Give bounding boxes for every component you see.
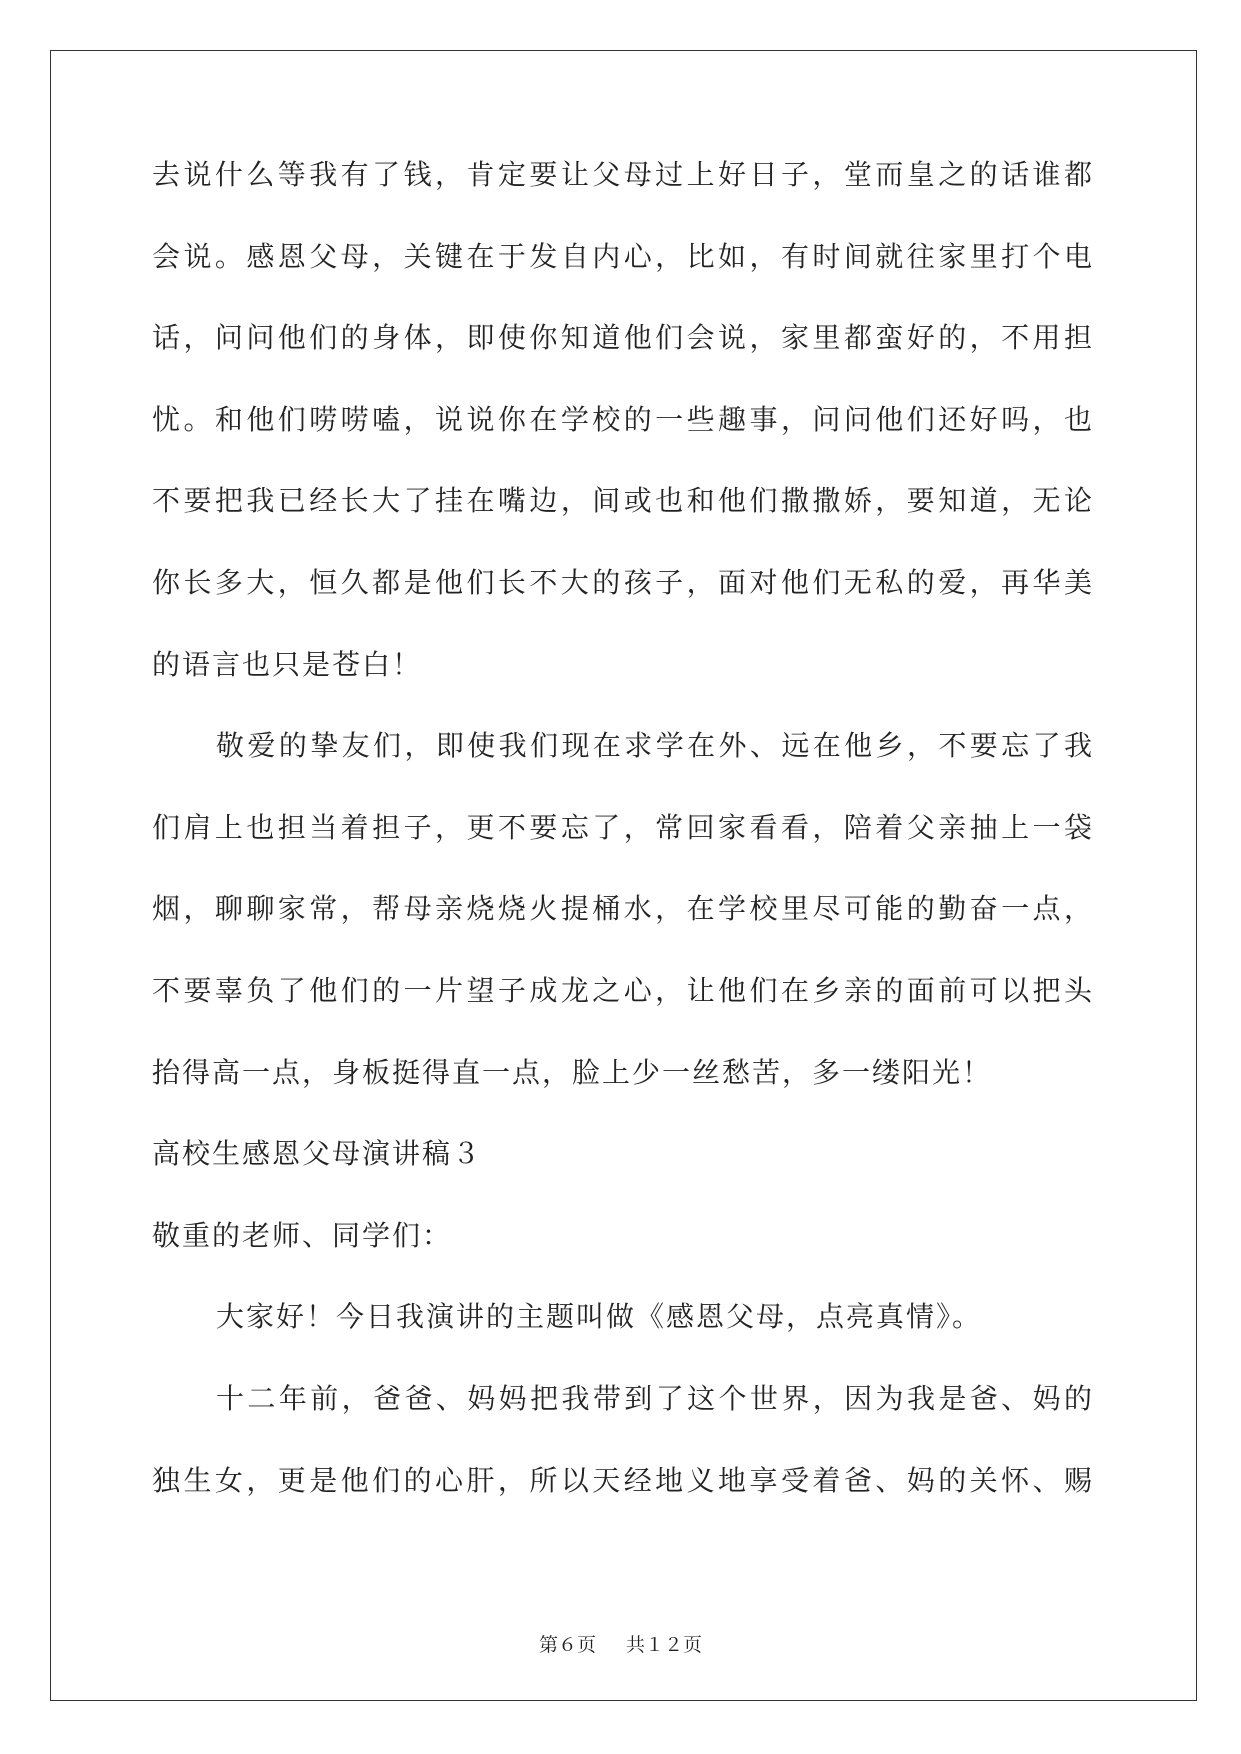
page-number: 第６页 <box>538 1634 596 1656</box>
paragraph-first-line: 十二年前，爸爸、妈妈把我带到了这个世界，因为我是爸、妈的 <box>216 1381 1094 1415</box>
body-line: 的语言也只是苍白！ <box>152 647 423 681</box>
page-total: 共１２页 <box>626 1634 703 1656</box>
body-line: 去说什么等我有了钱，肯定要让父母过上好日子，堂而皇之的话谁都 <box>152 158 1094 191</box>
body-line: 独生女，更是他们的心肝，所以天经地义地享受着爸、妈的关怀、赐 <box>152 1463 1094 1497</box>
body-line: 抬得高一点，身板挺得直一点，脸上少一丝愁苦，多一缕阳光！ <box>152 1055 993 1089</box>
body-line: 会说。感恩父母，关键在于发自内心，比如，有时间就往家里打个电 <box>152 239 1094 273</box>
paragraph-first-line: 大家好！今日我演讲的主题叫做《感恩父母，点亮真情》。 <box>216 1300 983 1334</box>
body-line: 们肩上也担当着担子，更不要忘了，常回家看看，陪着父亲抽上一袋 <box>152 810 1094 844</box>
paragraph-first-line: 敬爱的挚友们，即使我们现在求学在外、远在他乡，不要忘了我 <box>216 729 1094 763</box>
body-line: 忧。和他们唠唠嗑，说说你在学校的一些趣事，问问他们还好吗，也 <box>152 402 1094 436</box>
salutation: 敬重的老师、同学们： <box>152 1218 453 1252</box>
body-line: 烟，聊聊家常，帮母亲烧烧火提桶水，在学校里尽可能的勤奋一点， <box>152 892 1094 926</box>
body-line: 你长多大，恒久都是他们长不大的孩子，面对他们无私的爱，再华美 <box>152 565 1094 599</box>
body-line: 不要把我已经长大了挂在嘴边，间或也和他们撒撒娇，要知道，无论 <box>152 484 1094 518</box>
section-heading: 高校生感恩父母演讲稿３ <box>152 1137 483 1171</box>
body-line: 不要辜负了他们的一片望子成龙之心，让他们在乡亲的面前可以把头 <box>152 973 1094 1007</box>
page-footer <box>0 1630 1241 1657</box>
document-body <box>152 160 1094 1547</box>
body-line: 话，问问他们的身体，即使你知道他们会说，家里都蛮好的，不用担 <box>152 321 1094 355</box>
